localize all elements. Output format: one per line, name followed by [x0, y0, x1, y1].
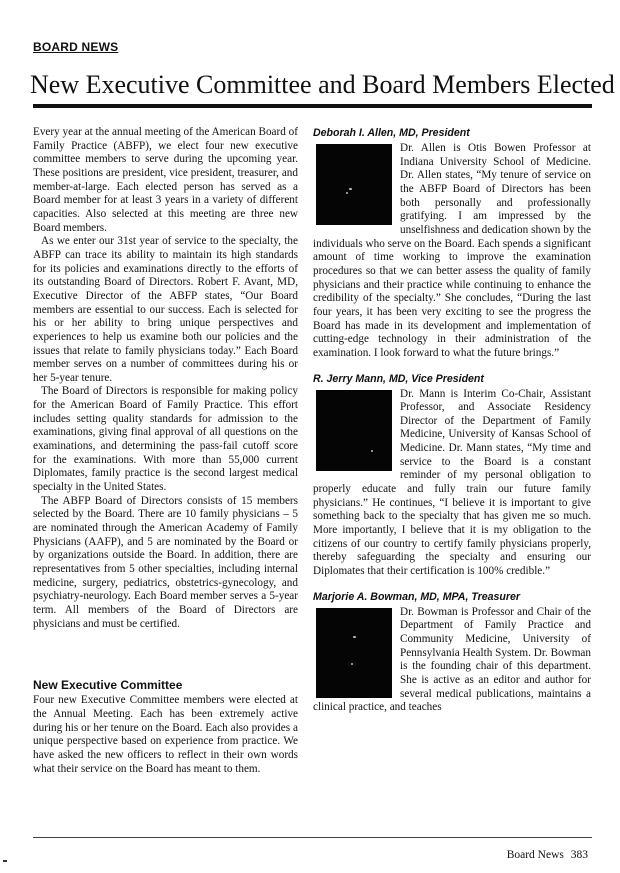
scan-mark	[3, 860, 7, 862]
body-paragraph: As we enter our 31st year of service to the specialty, the ABFP can trace its ability to maintain its high standards for its policies and examinations directly to the efforts of its outstanding Board of Directors. Robert F. Avant, MD, Executive Director of the ABFP states, “Our Board members are essential to our success. Each is selected for his or her ability to bring unique perspectives and experiences to help us examine both our policies and the issues that relate to family physicians today.” Each Board member serves on a number of committees during his or her 5-year tenure.	[33, 235, 298, 384]
intro-paragraph: Every year at the annual meeting of the American Board of Family Practice (ABFP), we elect four new executive committee members to serve during the upcoming year. These positions are president, vice president, treasurer, and member-at-large. Each elected person has served as a Board member for at least 3 years in a variety of different capacities. Also selected at this meeting are three new Board members.	[33, 126, 298, 234]
bio-bowman	[313, 591, 591, 715]
title-rule	[33, 104, 592, 108]
footer-label: Board News	[506, 849, 564, 861]
portrait-photo	[316, 608, 392, 698]
portrait-photo	[316, 390, 392, 471]
bio-name: R. Jerry Mann, MD, Vice President	[313, 372, 484, 385]
bio-text: Dr. Mann is Interim Co-Chair, Assistant Professor, and Associate Residency Director of the Department of Family Medicine, University of Kansas School of Medicine. Dr. Mann states, “My time and service to the Board is a constant reminder of my personal obligation to properly educate and fully train our future family physicians.” He continues, “I believe it is important to give something back to the specialty that has given me so much. More importantly, I believe that it is my obligation to the citizens of our country to certify family physicians properly, thereby safeguarding the specialty and ensuring our Diplomates that their certification is 100% credible.”	[313, 387, 591, 578]
bio-allen	[313, 127, 591, 361]
page-footer	[507, 849, 588, 861]
page-number: 383	[570, 849, 588, 861]
bio-text: Dr. Allen is Otis Bowen Professor at Indiana University School of Medicine. Dr. Allen states, “My tenure of service on the ABFP Board of Directors has been both personally and professionally gratifying. I am impressed by the unselfishness and dedication shown by the individuals who serve on the Board. Each spends a significant amount of time working to improve the examination procedures so that we can better assess the quality of family physicians and their practice while continuing to enhance the credibility of the specialty.” She concludes, “During the last four years, it has been very exciting to see the progress the Board has made in its development and implementation of cutting-edge technology in their administration of the examination. I look forward to what the future brings.”	[313, 142, 591, 359]
bio-name: Marjorie A. Bowman, MD, MPA, Treasurer	[313, 590, 521, 603]
section-label: BOARD NEWS	[33, 40, 119, 54]
bio-text: Dr. Bowman is Professor and Chair of the Department of Family Practice and Community Medicine, University of Pennsylvania Health System. Dr. Bowman is the founding chair of this department. She is active as an editor and author for several medical publications, maintains a clinical practice, and teaches	[313, 605, 591, 714]
subhead-paragraph: Four new Executive Committee members were elected at the Annual Meeting. Each has been extremely active during his or her tenure on the Board. Each also provides a unique perspective based on experience from practice. We have asked the new officers to reflect in their own words what their service on the Board has meant to them.	[33, 694, 298, 775]
page-title: New Executive Committee and Board Members Elected	[30, 70, 615, 99]
left-column	[33, 126, 298, 776]
portrait-photo	[316, 144, 392, 225]
body-paragraph: The ABFP Board of Directors consists of 15 members selected by the Board. There are 10 family physicians – 5 are nominated through the American Academy of Family Physicians (AAFP), and 5 are nominated by the Board or by organizations outside the Board. In addition, there are representatives from 5 other specialties, including internal medicine, surgery, pediatrics, obstetrics-gynecology, and psychiatry-neurology. Each Board member serves a 5-year term. All members of the Board of Directors are physicians and must be certified.	[33, 494, 298, 630]
body-paragraph: The Board of Directors is responsible for making policy for the American Board of Family Practice. This effort includes setting quality standards for admission to the examinations, giving final approval of all questions on the examinations, and determining the pass-fail cutoff score for the examinations. With more than 55,000 current Diplomates, family practice is the second largest medical specialty in the United States.	[33, 385, 298, 494]
bio-name: Deborah I. Allen, MD, President	[313, 127, 470, 139]
right-column	[313, 127, 591, 727]
bio-mann	[313, 373, 591, 579]
subhead-new-executive-committee: New Executive Committee	[33, 678, 183, 693]
footer-rule	[33, 837, 592, 838]
